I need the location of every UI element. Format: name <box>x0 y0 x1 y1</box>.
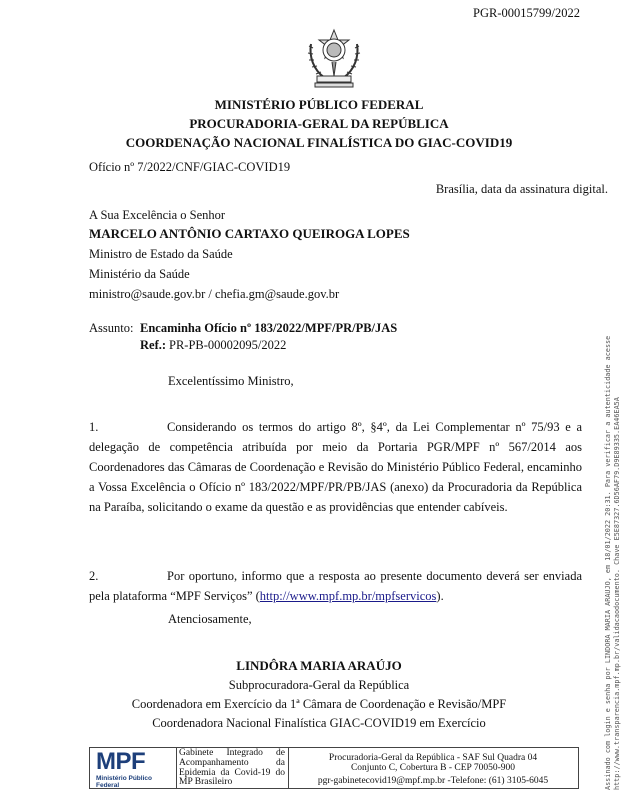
signatory-name: LINDÔRA MARIA ARAÚJO <box>236 658 402 673</box>
mpf-logo-text: MPF <box>96 748 146 775</box>
digital-signature-line1: Assinado com login e senha por LINDORA MARIA ARAUJO, em 18/01/2022 20:31. Para verificar a autenticidade acesse <box>604 335 612 790</box>
footer-address-line1: Procuradoria-Geral da República - SAF Sul Quadra 04 <box>328 753 538 763</box>
oficio-number: Ofício nº 7/2022/CNF/GIAC-COVID19 <box>89 160 291 174</box>
signatory-title: Subprocuradora-Geral da República <box>228 678 410 692</box>
digital-signature-note <box>604 190 622 790</box>
paragraph-2 <box>89 566 582 606</box>
footer-contact-line: pgr-gabinetecovid19@mpf.mp.br -Telefone: (61) 3105-6045 <box>317 776 549 786</box>
footer-office-name: Gabinete Integrado de Acompanhamento da Epidemia da Covid-19 do MP Brasileiro <box>179 748 285 788</box>
paragraph-number: 2. <box>89 569 99 583</box>
paragraph-number: 1. <box>89 420 99 434</box>
paragraph-text-end: ). <box>436 589 444 603</box>
addressee-salutation: A Sua Excelência o Senhor <box>89 208 226 222</box>
footer-address-line2: Conjunto C, Cobertura B - CEP 70050-900 <box>350 763 516 773</box>
footer-office-cell <box>176 748 289 788</box>
footer-contact-cell <box>288 748 578 788</box>
subject-text: Encaminha Ofício nº 183/2022/MPF/PR/PB/JAS <box>140 321 398 335</box>
addressee-name: MARCELO ANTÔNIO CARTAXO QUEIROGA LOPES <box>89 226 410 241</box>
mpf-services-link[interactable]: http://www.mpf.mp.br/mpfservicos <box>259 589 437 603</box>
coat-of-arms-emblem <box>305 26 363 90</box>
header-attorney-general: PROCURADORIA-GERAL DA REPÚBLICA <box>189 116 449 131</box>
paragraph-1 <box>89 417 582 517</box>
closing: Atenciosamente, <box>168 612 252 626</box>
addressee-role: Ministro de Estado da Saúde <box>89 247 233 261</box>
reference-text: PR-PB-00002095/2022 <box>169 338 287 352</box>
paragraph-text: Por oportuno, informo que a resposta ao presente documento deverá ser enviada pela plataforma “MPF Serviços” ( <box>89 569 582 603</box>
addressee-ministry: Ministério da Saúde <box>89 267 190 281</box>
reference-label: Ref.: <box>140 338 167 352</box>
digital-signature-line2: http://www.transparencia.mpf.mp.br/validacaodocumento. Chave E5E87327.6D56AF79.D9E89335.EA46EA5A <box>613 397 621 790</box>
footer-box <box>89 747 579 789</box>
addressee-email: ministro@saude.gov.br / chefia.gm@saude.gov.br <box>89 287 340 301</box>
header-ministry: MINISTÉRIO PÚBLICO FEDERAL <box>214 97 424 112</box>
signatory-role: Coordenadora em Exercício da 1ª Câmara de Coordenação e Revisão/MPF <box>131 697 507 711</box>
place-and-date: Brasília, data da assinatura digital. <box>435 182 608 196</box>
document-reference-number: PGR-00015799/2022 <box>473 6 580 20</box>
signatory-role-2: Coordenadora Nacional Finalística GIAC-COVID19 em Exercício <box>152 716 486 730</box>
paragraph-text: Considerando os termos do artigo 8º, §4º, da Lei Complementar nº 75/93 e a delegação de competência atribuída por meio da Portaria PGR/MPF nº 567/2014 aos Coordenadores das Câmaras de Coordenação e Revisão do Ministério Público Federal, encaminho a Vossa Excelência o Ofício nº 183/2022/MPF/PR/PB/JAS (anexo) da Procuradoria da República na Paraíba, solicitando o exame da questão e as providências que entender cabíveis. <box>89 420 582 514</box>
subject-label: Assunto: <box>89 321 134 335</box>
salutation: Excelentíssimo Ministro, <box>168 374 294 388</box>
mpf-logo-subtitle: Ministério Público Federal <box>96 775 152 789</box>
mpf-logo <box>90 748 177 788</box>
header-coordination: COORDENAÇÃO NACIONAL FINALÍSTICA DO GIAC-COVID19 <box>125 135 513 150</box>
